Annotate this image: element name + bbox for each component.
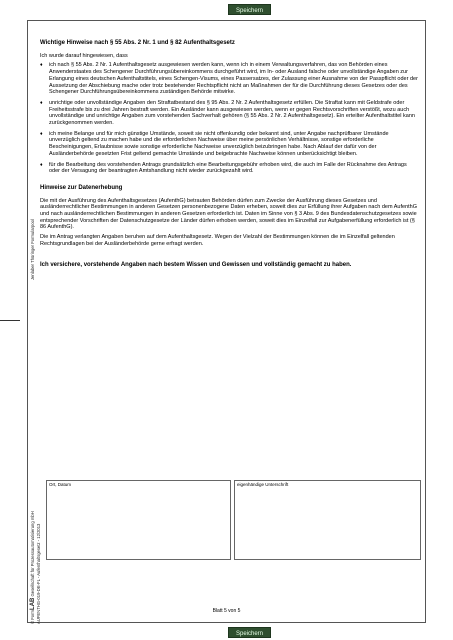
list-item-text: ich nach § 55 Abs. 2 Nr. 1 Aufenthaltsgesetz ausgewiesen werden kann, wenn ich in einem Verwaltungsverfahren, das von Behörden eines Anwenderstaates des Schengener Durchführungsübereinkommens durchgeführt wird, im In- oder Ausland falsche oder unvollständige Angaben zur Erlangung eines deutschen Aufenthaltstitels, eines Schengen-Visums, eines Passersatzes, der Zulassung einer Ausnahme von der Passpflicht oder der Aussetzung der Abschiebung mache oder trotz bestehender Rechtspflicht nicht an Maßnahmen der für die Durchführung dieses Gesetzes oder des Schengener Durchführungsübereinkommens zuständigen Behörde mitwirke. — [49, 62, 418, 96]
page-number: Blatt 5 von 5 — [212, 608, 241, 614]
list-item-text: für die Bearbeitung des vorstehenden Antrags grundsätzlich eine Bearbeitungsgebühr erhoben wird, die auch im Falle der Rücknahme des Antrags oder der Versagung der beantragten Amtshandlung nicht wieder zurückgezahlt wird. — [49, 161, 407, 175]
signature-field[interactable] — [234, 480, 421, 560]
notice-heading: Wichtige Hinweise nach § 55 Abs. 2 Nr. 1 und § 82 Aufenthaltsgesetz — [40, 40, 235, 46]
list-item — [40, 131, 418, 158]
signature-label: eigenhändige Unterschrift — [237, 482, 289, 487]
data-collection-heading: Hinweise zur Datenerhebung — [40, 184, 123, 191]
copyright-prefix: © Form — [30, 609, 35, 624]
list-item — [40, 100, 418, 127]
place-date-field[interactable] — [46, 480, 231, 560]
notice-list — [40, 62, 418, 175]
save-button-top[interactable]: Speichern — [228, 4, 271, 15]
notice-intro: Ich wurde darauf hingewiesen, dass — [40, 52, 128, 59]
fold-mark — [0, 320, 20, 321]
copyright-brand: LAB — [30, 597, 36, 610]
list-item-text: ich meine Belange und für mich günstige Umstände, soweit sie nicht offenkundig oder bekannt sind, unter Angabe nachprüfbarer Umstände unverzüglich geltend zu machen habe und die erforderlichen Nachweise über meine persönlichen Verhältnisse, sonstige erforderliche Bescheinigungen, Erlaubnisse sowie sonstige erforderliche Nachweise unverzüglich beizubringen habe. Nach Ablauf der dafür von der Ausländerbehörde gesetzten Frist geltend gemachte Umstände und beigebrachte Nachweise können unberücksichtigt bleiben. — [49, 130, 389, 157]
bullet-icon: ♦ — [40, 161, 43, 168]
data-collection-paragraph-2: Die im Antrag verlangten Angaben beruhen auf dem Aufenthaltsgesetz. Wegen der Vielzahl der Bestimmungen können die im Einzelfall geltenden Rechtsgrundlagen bei der Ausländerbehörde gerne erfragt werden. — [40, 234, 395, 247]
bullet-icon: ♦ — [40, 99, 43, 106]
main-content — [40, 40, 418, 268]
bullet-icon: ♦ — [40, 62, 43, 69]
place-date-label: Ort, Datum — [49, 482, 72, 487]
data-collection-paragraph-1: Die mit der Ausführung des Aufenthaltsgesetzes (AufenthG) betrauten Behörden dürfen zum Zwecke der Ausführung dieses Gesetzes und ausländerrechtlicher Bestimmungen in anderen Gesetzen personenbezogene Daten erheben, soweit dies zur Erfüllung ihrer Aufgaben nach dem AufenthG und nach ausländerrechtlichen Bestimmungen in anderen Gesetzen erforderlich ist. Daten im Sinne von § 3 Abs. 9 des Bundesdatenschutzgesetzes sowie entsprechender Vorschriften der Datenschutzgesetze der Länder dürfen erhoben werden, soweit dies im Einzelfall zur Aufgabenerfüllung erforderlich ist (§ 86 AufenthG). — [40, 197, 417, 231]
publisher-vertical-text: Jenlaber Thüringer Formularpool — [30, 219, 35, 280]
list-item-text: unrichtige oder unvollständige Angaben den Straftatbestand des § 95 Abs. 2 Nr. 2 Aufenthaltsgesetz erfüllen. Die Straftat kann mit Geldstrafe oder Freiheitsstrafe bis zu drei Jahren bestraft werden. Ein Ausländer kann ausgewiesen werden, wenn er gegen Rechtsvorschriften verstößt, wozu auch unvollständige und unrichtige Angaben zum vorstehenden Sachverhalt gehören (§ 55 Abs. 2 Nr. 2 Aufenthaltsgesetz). Ein erteilter Aufenthaltstitel kann zurückgenommen werden. — [49, 99, 415, 127]
list-item — [40, 62, 418, 96]
bullet-icon: ♦ — [40, 130, 43, 137]
declaration-text: Ich versichere, vorstehende Angaben nach bestem Wissen und Gewissen und vollständig gemacht zu haben. — [40, 261, 352, 268]
list-item — [40, 162, 418, 175]
signature-row — [46, 480, 421, 560]
copyright-line2: AUFENTHG-019-DE-FL - Aufenthaltsgesetz - 12/2013 — [36, 523, 41, 624]
save-button-bottom[interactable]: Speichern — [228, 627, 271, 638]
copyright-line1: Gesellschaft für Prozessautomatisierung mbH — [30, 511, 35, 598]
